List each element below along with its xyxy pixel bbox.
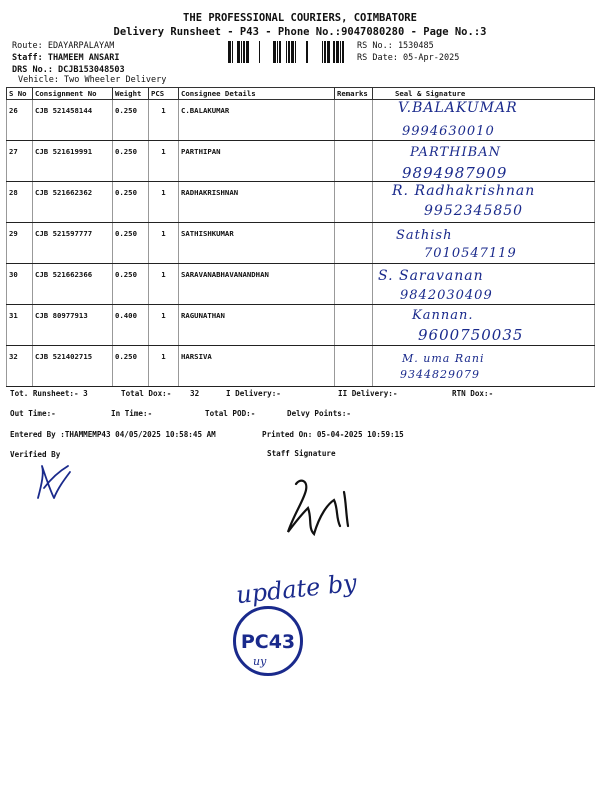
cell-consignment: CJB 521402715 <box>33 346 113 387</box>
runsheet-subtitle: Delivery Runsheet - P43 - Phone No.:9047080280 - Page No.:3 <box>113 26 487 38</box>
cell-weight: 0.250 <box>113 100 149 141</box>
cell-consignment: CJB 80977913 <box>33 305 113 346</box>
entered-by: Entered By :THAMMEMP43 04/05/2025 10:58:45 AM <box>10 430 216 439</box>
rs-no-label: RS No.: 1530485 <box>357 41 434 51</box>
cell-remarks <box>335 223 373 264</box>
company-name: THE PROFESSIONAL COURIERS, COIMBATORE <box>183 12 417 24</box>
barcode-bar <box>291 41 294 63</box>
col-weight: Weight <box>113 88 149 100</box>
staff-signature-image <box>278 474 368 544</box>
total-runsheet: Tot. Runsheet:- 3 <box>10 389 88 398</box>
cell-consignee: RADHAKRISHNAN <box>179 182 335 223</box>
update-by-note: update by <box>234 568 359 610</box>
out-time: Out Time:- <box>10 409 56 418</box>
cell-remarks <box>335 100 373 141</box>
cell-weight: 0.250 <box>113 223 149 264</box>
barcode-bar <box>340 41 341 63</box>
handwritten-phone: 7010547119 <box>424 246 517 261</box>
cell-sno: 29 <box>7 223 33 264</box>
cell-consignee: RAGUNATHAN <box>179 305 335 346</box>
cell-weight: 0.250 <box>113 182 149 223</box>
cell-sno: 26 <box>7 100 33 141</box>
staff-signature-label: Staff Signature <box>267 449 336 458</box>
barcode-bar <box>295 41 296 63</box>
cell-pcs: 1 <box>149 305 179 346</box>
cell-consignee: SATHISHKUMAR <box>179 223 335 264</box>
printed-on: Printed On: 05-04-2025 10:59:15 <box>262 430 404 439</box>
in-time: In Time:- <box>111 409 153 418</box>
cell-remarks <box>335 141 373 182</box>
handwritten-name: Kannan. <box>412 308 474 323</box>
cell-consignment: CJB 521662366 <box>33 264 113 305</box>
barcode-bar <box>279 41 281 63</box>
cell-sno: 30 <box>7 264 33 305</box>
barcode-bar <box>288 41 290 63</box>
cell-consignment: CJB 521619991 <box>33 141 113 182</box>
col-pcs: PCS <box>149 88 179 100</box>
col-signature: Seal & Signature <box>373 88 595 100</box>
rs-date-label: RS Date: 05-Apr-2025 <box>357 53 460 63</box>
cell-remarks <box>335 264 373 305</box>
handwritten-phone: 9842030409 <box>400 288 493 303</box>
cell-remarks <box>335 305 373 346</box>
table-row <box>7 346 595 387</box>
route-label: Route: EDAYARPALAYAM <box>12 41 115 51</box>
cell-pcs: 1 <box>149 264 179 305</box>
total-dox-value: 32 <box>190 389 200 398</box>
col-consignment: Consignment No <box>33 88 113 100</box>
cell-consignee: SARAVANABHAVANANDHAN <box>179 264 335 305</box>
cell-consignment: CJB 521458144 <box>33 100 113 141</box>
handwritten-name: R. Radhakrishnan <box>392 183 536 199</box>
stamp-code: PC43 <box>240 631 296 653</box>
barcode-bar <box>232 41 233 63</box>
barcode-bar <box>259 41 260 63</box>
col-consignee: Consignee Details <box>179 88 335 100</box>
cell-remarks <box>335 346 373 387</box>
delvy-points: Delvy Points:- <box>287 409 352 418</box>
handwritten-name: Sathish <box>396 228 453 243</box>
i-delivery: I Delivery:- <box>226 389 281 398</box>
verified-signature-image <box>30 458 80 508</box>
cell-sno: 27 <box>7 141 33 182</box>
cell-pcs: 1 <box>149 141 179 182</box>
cell-consignment: CJB 521662362 <box>33 182 113 223</box>
cell-sno: 32 <box>7 346 33 387</box>
cell-pcs: 1 <box>149 100 179 141</box>
cell-pcs: 1 <box>149 346 179 387</box>
barcode-bar <box>306 41 308 63</box>
cell-consignee: HARSIVA <box>179 346 335 387</box>
stamp-initials: uy <box>253 655 267 668</box>
cell-consignee: C.BALAKUMAR <box>179 100 335 141</box>
barcode-bar <box>333 41 335 63</box>
verified-by-label: Verified By <box>10 450 61 459</box>
table-header-row <box>7 88 595 100</box>
total-pod: Total POD:- <box>205 409 256 418</box>
rtn-dox: RTN Dox:- <box>452 389 494 398</box>
table-row <box>7 264 595 305</box>
barcode-bar <box>342 41 344 63</box>
vehicle-label: Vehicle: Two Wheeler Delivery <box>18 75 167 85</box>
barcode-image <box>228 41 352 63</box>
handwritten-phone: 9952345850 <box>424 203 524 219</box>
cell-weight: 0.250 <box>113 346 149 387</box>
barcode-bar <box>322 41 323 63</box>
cell-sno: 31 <box>7 305 33 346</box>
handwritten-name: M. uma Rani <box>402 352 485 365</box>
barcode-bar <box>237 41 240 63</box>
cell-weight: 0.400 <box>113 305 149 346</box>
barcode-bar <box>336 41 339 63</box>
handwritten-phone: 9994630010 <box>402 124 495 139</box>
barcode-bar <box>243 41 245 63</box>
handwritten-phone: 9344829079 <box>400 368 480 381</box>
total-dox-label: Total Dox:- <box>121 389 172 398</box>
cell-consignee: PARTHIPAN <box>179 141 335 182</box>
cell-weight: 0.250 <box>113 264 149 305</box>
staff-label: Staff: THAMEEM ANSARI <box>12 53 120 63</box>
barcode-bar <box>286 41 287 63</box>
handwritten-name: S. Saravanan <box>378 268 484 284</box>
barcode-bar <box>273 41 276 63</box>
cell-weight: 0.250 <box>113 141 149 182</box>
handwritten-phone: 9894987909 <box>402 164 508 182</box>
cell-sno: 28 <box>7 182 33 223</box>
cell-pcs: 1 <box>149 182 179 223</box>
barcode-bar <box>228 41 231 63</box>
handwritten-name: PARTHIBAN <box>410 145 501 160</box>
barcode-bar <box>246 41 249 63</box>
barcode-bar <box>241 41 242 63</box>
col-remarks: Remarks <box>335 88 373 100</box>
cell-consignment: CJB 521597777 <box>33 223 113 264</box>
ii-delivery: II Delivery:- <box>338 389 398 398</box>
col-sno: S No <box>7 88 33 100</box>
barcode-bar <box>327 41 330 63</box>
barcode-bar <box>324 41 326 63</box>
cell-pcs: 1 <box>149 223 179 264</box>
drs-label: DRS No.: DCJB153048503 <box>12 65 125 75</box>
barcode-bar <box>277 41 278 63</box>
handwritten-name: V.BALAKUMAR <box>398 100 518 116</box>
cell-remarks <box>335 182 373 223</box>
handwritten-phone: 9600750035 <box>418 326 524 344</box>
